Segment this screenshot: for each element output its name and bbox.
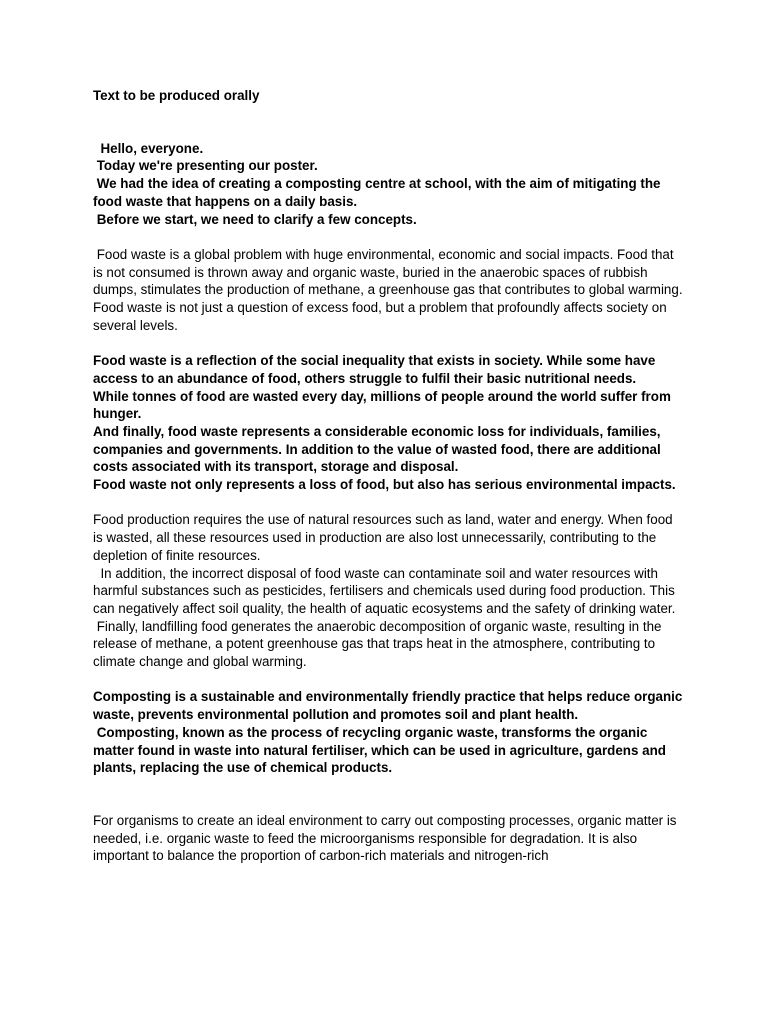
spacer bbox=[93, 334, 683, 352]
environmental-impact-section bbox=[93, 511, 683, 670]
food-waste-section bbox=[93, 246, 683, 335]
document-body bbox=[93, 87, 687, 865]
intro-section bbox=[93, 140, 683, 229]
paragraph: Food waste is a reflection of the social inequality that exists in society. While some have access to an abundance of food, others struggle to fulfil their basic nutritional needs. bbox=[93, 353, 660, 386]
document-title: Text to be produced orally bbox=[93, 88, 260, 103]
paragraph: Composting is a sustainable and environmentally friendly practice that helps reduce organic waste, prevents environmental pollution and promotes soil and plant health. bbox=[93, 689, 687, 723]
paragraph: Food waste is a global problem with huge environmental, economic and social impacts. Food that is not consumed is thrown away and organic waste, buried in the anaerobic spaces of rubbish dumps, stimulates the production of methane, a greenhouse gas that contributes to global warming. bbox=[93, 246, 683, 298]
spacer bbox=[93, 671, 683, 689]
paragraph: Finally, landfilling food generates the anaerobic decomposition of organic waste, resulting in the release of methane, a potent greenhouse gas that traps heat in the atmosphere, contributing to climate change and global warming. bbox=[93, 618, 666, 670]
paragraph: Food production requires the use of natural resources such as land, water and energy. When food is wasted, all these resources used in production are also lost unnecessarily, contributing to the depletion of finite resources. bbox=[93, 512, 677, 563]
paragraph: In addition, the incorrect disposal of food waste can contaminate soil and water resources with harmful substances such as pesticides, fertilisers and chemicals used during food production. This can negatively affect soil quality, the health of aquatic ecosystems and the safety of drinking water. bbox=[93, 565, 679, 616]
spacer bbox=[93, 494, 683, 512]
paragraph: Food waste not only represents a loss of food, but also has serious environmental impacts. bbox=[93, 477, 676, 493]
intro-line: Today we're presenting our poster. bbox=[93, 158, 318, 174]
paragraph: And finally, food waste represents a considerable economic loss for individuals, families, companies and governments. In addition to the value of wasted food, there are additional costs associated with its transport, storage and disposal. bbox=[93, 423, 665, 475]
spacer bbox=[93, 777, 683, 812]
composting-section bbox=[93, 688, 687, 777]
paragraph: Food waste is not just a question of excess food, but a problem that profoundly affects society on several levels. bbox=[93, 300, 671, 333]
spacer bbox=[93, 228, 683, 246]
paragraph: While tonnes of food are wasted every day, millions of people around the world suffer from hunger. bbox=[93, 388, 675, 422]
spacer bbox=[93, 105, 683, 140]
paragraph: Composting, known as the process of recycling organic waste, transforms the organic matter found in waste into natural fertiliser, which can be used in agriculture, gardens and plants, replacing the use of chemical products. bbox=[93, 724, 670, 776]
organisms-section bbox=[93, 812, 683, 865]
intro-line: Before we start, we need to clarify a few concepts. bbox=[93, 211, 417, 227]
intro-line: We had the idea of creating a composting centre at school, with the aim of mitigating the food waste that happens on a daily basis. bbox=[93, 176, 665, 209]
intro-line: Hello, everyone. bbox=[93, 140, 204, 156]
social-impact-section bbox=[93, 352, 683, 494]
paragraph: For organisms to create an ideal environment to carry out composting processes, organic matter is needed, i.e. organic waste to feed the microorganisms responsible for degradation. It is also important to balance the proportion of carbon-rich materials and nitrogen-rich bbox=[93, 812, 681, 864]
